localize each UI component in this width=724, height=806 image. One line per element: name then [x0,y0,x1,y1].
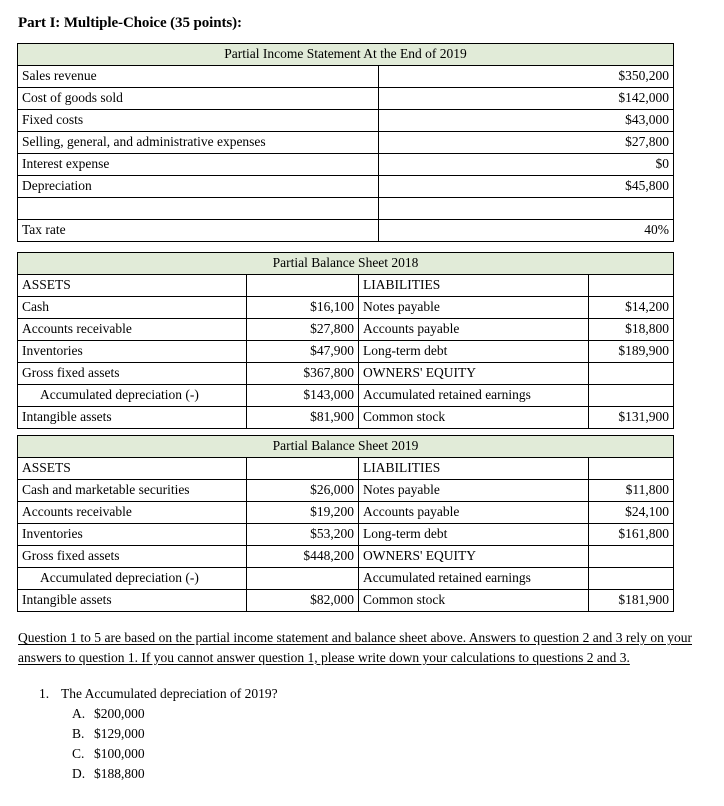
option-letter: B. [72,726,85,741]
income-statement-body [18,44,674,242]
table-row [18,297,674,319]
asset-value: $19,200 [247,502,359,524]
liability-label: Accounts payable [359,319,589,341]
liability-label: OWNERS' EQUITY [359,363,589,385]
asset-label: Cash [18,297,247,319]
liability-label: Long-term debt [359,341,589,363]
table-row [18,110,674,132]
answer-option[interactable] [72,764,706,784]
liability-value: $189,900 [589,341,674,363]
asset-value: $27,800 [247,319,359,341]
instructions-paragraph: Question 1 to 5 are based on the partial income statement and balance sheet above. Answers to question 2 and 3 rely on your answers to question 1. If you cannot answer question 1, please write down your calculations to questions 2 and 3. [18,630,692,665]
liability-value [589,275,674,297]
asset-value: $367,800 [247,363,359,385]
table-row [18,66,674,88]
option-letter: C. [72,746,85,761]
asset-label: ASSETS [18,275,247,297]
asset-value: $16,100 [247,297,359,319]
asset-label: Cash and marketable securities [18,480,247,502]
table-row [18,458,674,480]
answer-option[interactable] [72,744,706,764]
table-row [18,480,674,502]
line-item-label: Selling, general, and administrative expenses [18,132,379,154]
liability-label: Accumulated retained earnings [359,568,589,590]
line-item-value: $43,000 [379,110,674,132]
question-item [39,684,706,704]
table-row [18,363,674,385]
line-item-label [18,198,379,220]
asset-value: $143,000 [247,385,359,407]
asset-value: $448,200 [247,546,359,568]
partial-income-statement-table [17,43,674,242]
liability-value: $161,800 [589,524,674,546]
table-title: Partial Balance Sheet 2018 [18,253,674,275]
line-item-label: Tax rate [18,220,379,242]
table-row [18,546,674,568]
liability-label: Accumulated retained earnings [359,385,589,407]
line-item-value: $0 [379,154,674,176]
asset-label: Intangible assets [18,407,247,429]
asset-value [247,458,359,480]
liability-value [589,546,674,568]
table-row [18,407,674,429]
liability-value [589,568,674,590]
asset-label: Accumulated depreciation (-) [18,385,247,407]
asset-label: Accounts receivable [18,319,247,341]
liability-value: $14,200 [589,297,674,319]
asset-label: Gross fixed assets [18,363,247,385]
table-row [18,319,674,341]
line-item-label: Sales revenue [18,66,379,88]
option-text: $188,800 [94,766,145,781]
table-row [18,385,674,407]
table-row [18,176,674,198]
liability-value: $24,100 [589,502,674,524]
table-title-row [18,253,674,275]
line-item-value: $350,200 [379,66,674,88]
line-item-label: Cost of goods sold [18,88,379,110]
table-row [18,220,674,242]
asset-value: $53,200 [247,524,359,546]
question-number: 1. [39,686,50,701]
asset-label: Gross fixed assets [18,546,247,568]
partial-balance-sheet-2019-table [17,435,674,612]
table-row [18,154,674,176]
table-row [18,568,674,590]
asset-label: Intangible assets [18,590,247,612]
liability-label: Notes payable [359,480,589,502]
liability-value [589,385,674,407]
answer-options [17,704,706,784]
asset-value [247,568,359,590]
option-text: $100,000 [94,746,145,761]
option-letter: D. [72,766,86,781]
line-item-value: $27,800 [379,132,674,154]
asset-label: Accumulated depreciation (-) [18,568,247,590]
partial-balance-sheet-2018-table [17,252,674,429]
line-item-label: Interest expense [18,154,379,176]
asset-value: $47,900 [247,341,359,363]
liability-value [589,363,674,385]
liability-value: $131,900 [589,407,674,429]
liability-label: Common stock [359,590,589,612]
answer-option[interactable] [72,724,706,744]
liability-label: OWNERS' EQUITY [359,546,589,568]
table-title: Partial Balance Sheet 2019 [18,436,674,458]
liability-label: Notes payable [359,297,589,319]
line-item-value: 40% [379,220,674,242]
question-text: The Accumulated depreciation of 2019? [61,686,278,701]
asset-value: $81,900 [247,407,359,429]
table-row [18,198,674,220]
liability-label: Accounts payable [359,502,589,524]
line-item-value [379,198,674,220]
table-row [18,132,674,154]
table-spacer [17,242,706,252]
liability-value: $181,900 [589,590,674,612]
table-title: Partial Income Statement At the End of 2019 [18,44,674,66]
liability-label: LIABILITIES [359,275,589,297]
asset-value: $82,000 [247,590,359,612]
option-text: $129,000 [94,726,145,741]
line-item-value: $45,800 [379,176,674,198]
table-title-row [18,436,674,458]
line-item-label: Fixed costs [18,110,379,132]
liability-label: LIABILITIES [359,458,589,480]
asset-value: $26,000 [247,480,359,502]
line-item-value: $142,000 [379,88,674,110]
option-letter: A. [72,706,86,721]
table-row [18,524,674,546]
liability-label: Long-term debt [359,524,589,546]
answer-option[interactable] [72,704,706,724]
question-list [17,684,706,784]
liability-value: $11,800 [589,480,674,502]
asset-label: ASSETS [18,458,247,480]
asset-label: Inventories [18,341,247,363]
table-row [18,88,674,110]
line-item-label: Depreciation [18,176,379,198]
table-row [18,341,674,363]
table-row [18,502,674,524]
page-title: Part I: Multiple-Choice (35 points): [18,15,242,31]
asset-value [247,275,359,297]
option-text: $200,000 [94,706,145,721]
balance-sheet-2018-body [18,253,674,429]
asset-label: Accounts receivable [18,502,247,524]
table-row [18,590,674,612]
liability-label: Common stock [359,407,589,429]
balance-sheet-2019-body [18,436,674,612]
liability-value [589,458,674,480]
liability-value: $18,800 [589,319,674,341]
table-row [18,275,674,297]
table-title-row [18,44,674,66]
asset-label: Inventories [18,524,247,546]
